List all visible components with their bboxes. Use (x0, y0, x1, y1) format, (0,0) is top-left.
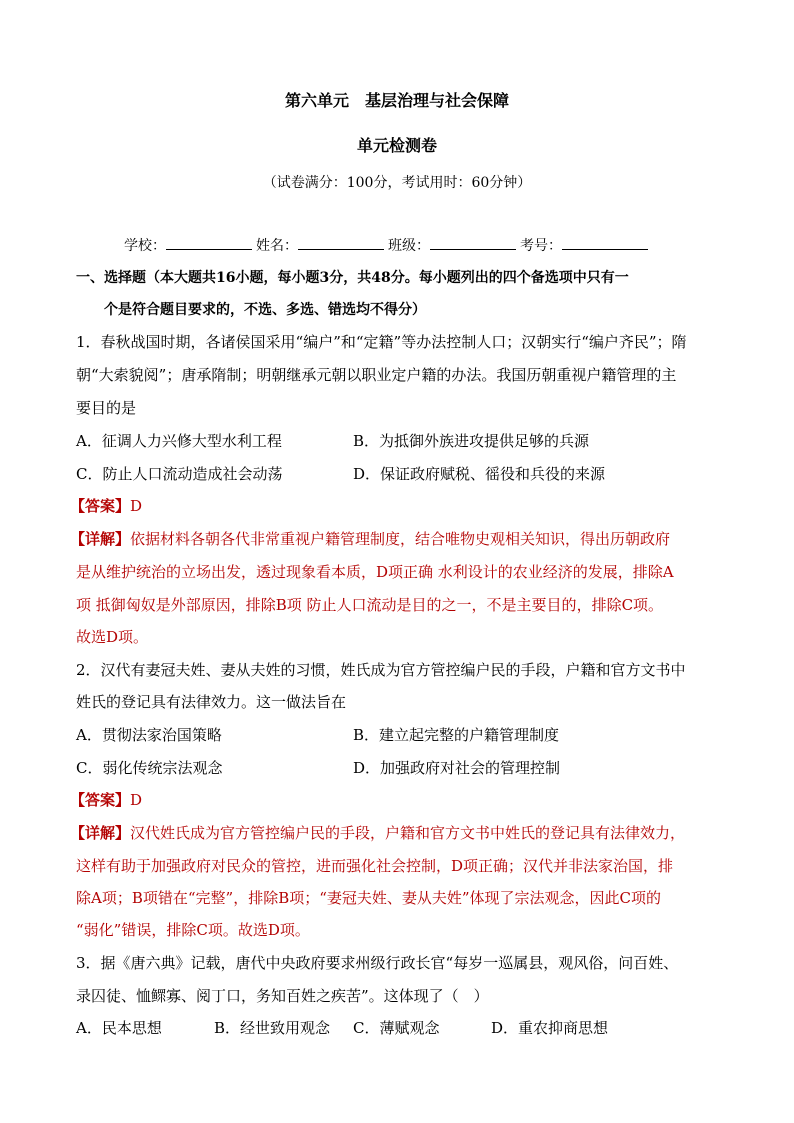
q1-detail-line4: 故选D项。 (76, 628, 149, 646)
name-blank[interactable] (298, 235, 384, 250)
q2-detail-text1: 汉代姓氏成为官方管控编户民的手段，户籍和官方文书中姓氏的登记具有法律效力， (130, 824, 686, 842)
q3-option-d[interactable]: D．重农抑商思想 (491, 1019, 609, 1037)
number-blank[interactable] (562, 235, 648, 250)
q1-answer (70, 495, 730, 517)
class-label: 班级： (388, 238, 430, 254)
q2-stem-line2: 姓氏的登记具有法律效力。这一做法旨在 (76, 693, 347, 711)
q1-option-a[interactable]: A．征调人力兴修大型水利工程 (76, 432, 282, 450)
exam-note: （试卷满分：100分，考试用时：60分钟） (262, 175, 532, 191)
section-heading-line1: 一、选择题（本大题共16小题，每小题3分，共48分。每小题列出的四个备选项中只有一 (76, 270, 629, 286)
q2-answer-value: D (130, 791, 143, 809)
page-subtitle: 单元检测卷 (356, 136, 437, 155)
q2-detail-line3: 除A项；B项错在“完整”，排除B项；“妻冠夫姓、妻从夫姓”体现了宗法观念，因此C项的 (76, 889, 662, 907)
q2-option-c[interactable]: C．弱化传统宗法观念 (76, 759, 223, 777)
q1-answer-tag: 【答案】 (70, 497, 131, 515)
q2-option-d[interactable]: D．加强政府对社会的管理控制 (353, 759, 561, 777)
class-blank[interactable] (430, 235, 516, 250)
q2-detail-tag: 【详解】 (70, 824, 131, 842)
section-heading-line2: 个是符合题目要求的，不选、多选、错选均不得分） (104, 302, 426, 318)
q3-option-a[interactable]: A．民本思想 (76, 1019, 162, 1037)
q1-option-c[interactable]: C．防止人口流动造成社会动荡 (76, 465, 283, 483)
q3-stem-line1: 3．据《唐六典》记载，唐代中央政府要求州级行政长官“每岁一巡属县，观风俗，问百姓、 (76, 954, 679, 972)
q2-option-a[interactable]: A．贯彻法家治国策略 (76, 726, 222, 744)
student-info-line (124, 235, 652, 255)
q3-stem-line2: 录囚徒、恤鳏寡、阅丁口，务知百姓之疾苦”。这体现了（ ） (76, 987, 489, 1005)
q2-stem-line1: 2．汉代有妻冠夫姓、妻从夫姓的习惯，姓氏成为官方管控编户民的手段，户籍和官方文书中 (76, 661, 686, 679)
q1-option-d[interactable]: D．保证政府赋税、徭役和兵役的来源 (353, 465, 606, 483)
q1-detail-line3: 项 抵御匈奴是外部原因，排除B项 防止人口流动是目的之一，不是主要目的，排除C项。 (76, 596, 664, 614)
q3-option-b[interactable]: B．经世致用观念 (214, 1019, 331, 1037)
school-blank[interactable] (166, 235, 252, 250)
q1-stem-line3: 要目的是 (76, 399, 137, 417)
q3-option-c[interactable]: C．薄赋观念 (353, 1019, 440, 1037)
q2-option-b[interactable]: B．建立起完整的户籍管理制度 (353, 726, 560, 744)
q1-detail-text1: 依据材料各朝各代非常重视户籍管理制度，结合唯物史观相关知识，得出历朝政府 (130, 530, 671, 548)
q1-option-b[interactable]: B．为抵御外族进攻提供足够的兵源 (353, 432, 590, 450)
q1-detail-line2: 是从维护统治的立场出发，透过现象看本质，D项正确 水利设计的农业经济的发展，排除A (76, 563, 674, 581)
q2-answer-tag: 【答案】 (70, 791, 131, 809)
q2-answer (70, 789, 730, 811)
number-label: 考号： (520, 238, 562, 254)
school-label: 学校： (124, 238, 166, 254)
q1-detail-tag: 【详解】 (70, 530, 131, 548)
q1-stem-line2: 朝“大索貌阅”；唐承隋制；明朝继承元朝以职业定户籍的办法。我国历朝重视户籍管理的主 (76, 366, 677, 384)
q1-answer-value: D (130, 497, 143, 515)
q1-stem-line1: 1．春秋战国时期，各诸侯国采用“编户”和“定籍”等办法控制人口；汉朝实行“编户齐民”；隋 (76, 333, 687, 351)
q2-detail-line4: “弱化”错误，排除C项。故选D项。 (76, 921, 310, 939)
q2-detail-line1 (70, 822, 730, 844)
name-label: 姓名： (256, 238, 298, 254)
q2-detail-line2: 这样有助于加强政府对民众的管控，进而强化社会控制，D项正确；汉代并非法家治国，排 (76, 857, 674, 875)
page-title: 第六单元 基层治理与社会保障 (284, 91, 509, 110)
q1-detail-line1 (70, 528, 730, 550)
